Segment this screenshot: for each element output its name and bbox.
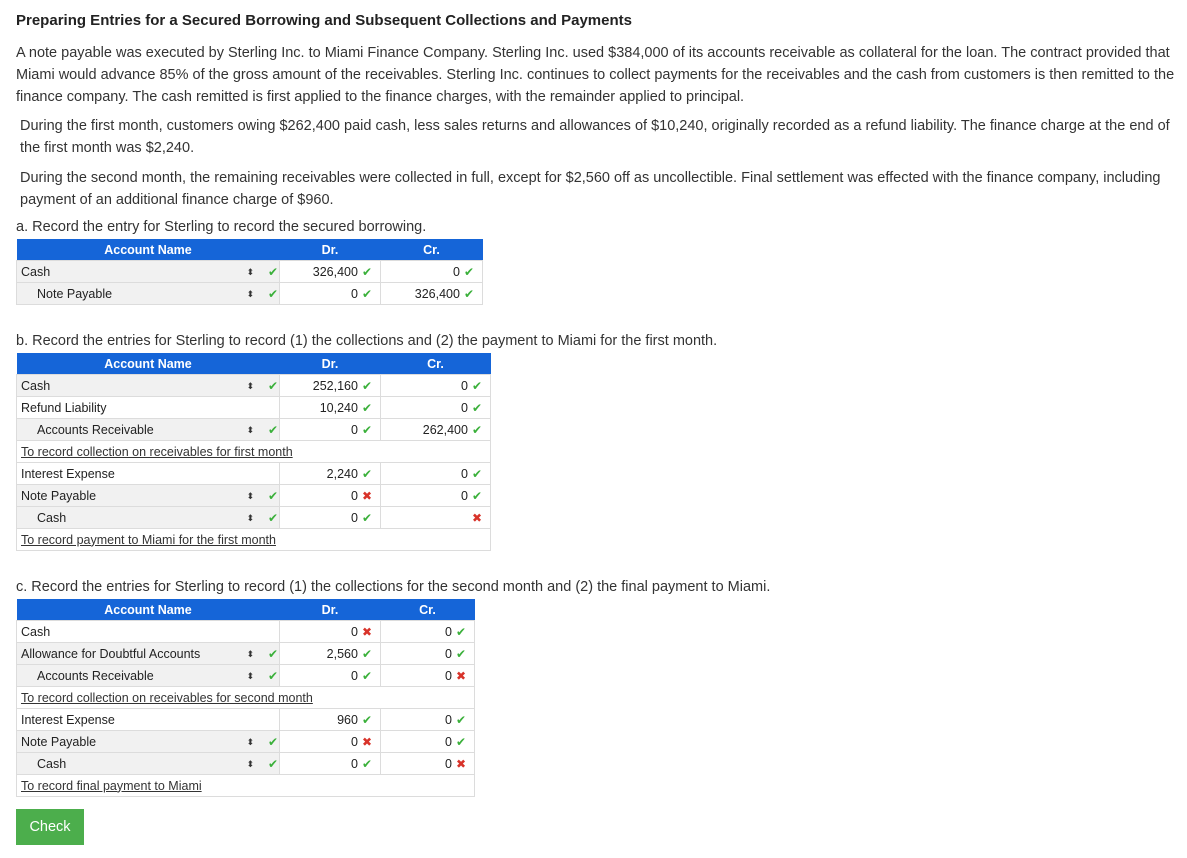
account-name-header: Account Name: [17, 599, 280, 621]
credit-header: Cr.: [381, 239, 483, 261]
account-select[interactable]: [17, 283, 243, 305]
check-icon: ✔: [361, 264, 372, 279]
select-arrows-icon[interactable]: ⬍: [246, 670, 255, 681]
check-icon: ✔: [471, 378, 482, 393]
cross-icon: ✖: [361, 734, 372, 749]
credit-input[interactable]: 0 ✔: [381, 485, 491, 507]
problem-paragraph-2: During the first month, customers owing $262,400 paid cash, less sales returns and allowances of $10,240, originally recorded as a refund liability. The finance charge at the end of the first month was $2,240.: [20, 118, 1170, 156]
debit-input[interactable]: 2,560 ✔: [280, 643, 381, 665]
check-icon: ✔: [455, 624, 466, 639]
account-name: Cash: [37, 756, 67, 771]
debit-input[interactable]: 0 ✖: [280, 485, 381, 507]
account-name: Accounts Receivable: [37, 668, 154, 683]
check-icon: ✔: [455, 712, 466, 727]
select-arrows-icon[interactable]: ⬍: [246, 648, 255, 659]
part-a-question: a. Record the entry for Sterling to record the secured borrowing.: [16, 219, 427, 235]
select-arrows-icon[interactable]: ⬍: [246, 380, 255, 391]
check-icon: ✔: [361, 712, 372, 727]
debit-input[interactable]: 0 ✖: [280, 731, 381, 753]
problem-paragraph-3: During the second month, the remaining receivables were collected in full, except for $2,560 off as uncollectible. Final settlement was effected with the finance company, including payment of an additional finance charge of $960.: [20, 170, 1161, 208]
table-row: [17, 709, 475, 731]
cross-icon: ✖: [455, 668, 466, 683]
table-row: [17, 463, 491, 485]
debit-header: Dr.: [280, 353, 381, 375]
debit-input[interactable]: 0 ✔: [280, 283, 381, 305]
table-row: [17, 261, 483, 283]
account-label: Interest Expense: [17, 463, 243, 485]
credit-input[interactable]: 326,400 ✔: [381, 283, 483, 305]
credit-input[interactable]: 0 ✔: [381, 397, 491, 419]
debit-header: Dr.: [280, 239, 381, 261]
credit-input[interactable]: 0 ✖: [381, 665, 475, 687]
account-select[interactable]: [17, 485, 243, 507]
cross-icon: ✖: [455, 756, 466, 771]
account-name: Note Payable: [37, 286, 113, 301]
credit-input[interactable]: 0 ✔: [381, 621, 475, 643]
credit-input[interactable]: 0 ✔: [381, 731, 475, 753]
check-icon: ✔: [361, 400, 372, 415]
account-select[interactable]: [17, 419, 243, 441]
table-row: [17, 485, 491, 507]
check-icon: ✔: [268, 734, 279, 749]
check-icon: ✔: [361, 378, 372, 393]
check-icon: ✔: [268, 646, 279, 661]
account-select[interactable]: [17, 731, 243, 753]
check-icon: ✔: [455, 646, 466, 661]
check-icon: ✔: [471, 488, 482, 503]
debit-input[interactable]: 10,240 ✔: [280, 397, 381, 419]
check-icon: ✔: [268, 422, 279, 437]
credit-header: Cr.: [381, 353, 491, 375]
check-icon: ✔: [268, 510, 279, 525]
account-select[interactable]: [17, 261, 243, 283]
credit-header: Cr.: [381, 599, 475, 621]
credit-input[interactable]: 0 ✖: [381, 753, 475, 775]
debit-input[interactable]: 326,400 ✔: [280, 261, 381, 283]
check-icon: ✔: [471, 400, 482, 415]
check-icon: ✔: [455, 734, 466, 749]
check-icon: ✔: [361, 422, 372, 437]
credit-input[interactable]: 262,400 ✔: [381, 419, 491, 441]
select-arrows-icon[interactable]: ⬍: [246, 266, 255, 277]
account-select[interactable]: [17, 753, 243, 775]
select-arrows-icon[interactable]: ⬍: [246, 512, 255, 523]
credit-input[interactable]: 0 ✔: [381, 463, 491, 485]
account-label: Refund Liability: [17, 397, 243, 419]
check-icon: ✔: [361, 668, 372, 683]
select-arrows-icon[interactable]: ⬍: [246, 758, 255, 769]
check-icon: ✔: [268, 488, 279, 503]
debit-input[interactable]: 0 ✔: [280, 419, 381, 441]
cross-icon: ✖: [471, 510, 482, 525]
credit-input[interactable]: 0 ✔: [381, 643, 475, 665]
select-arrows-icon[interactable]: ⬍: [246, 490, 255, 501]
account-select[interactable]: [17, 665, 243, 687]
check-button[interactable]: Check: [16, 809, 84, 845]
account-label: Interest Expense: [17, 709, 243, 731]
table-row: [17, 665, 475, 687]
memo-text: To record collection on receivables for second month: [21, 690, 313, 705]
account-select[interactable]: [17, 375, 243, 397]
account-name: Accounts Receivable: [37, 422, 154, 437]
part-b-journal-table: [16, 353, 491, 551]
check-icon: ✔: [268, 378, 279, 393]
memo-text: To record payment to Miami for the first month: [21, 532, 276, 547]
table-row: [17, 643, 475, 665]
page-title: Preparing Entries for a Secured Borrowing and Subsequent Collections and Payments: [16, 12, 632, 29]
part-c-journal-table: [16, 599, 475, 797]
problem-paragraph-1: A note payable was executed by Sterling Inc. to Miami Finance Company. Sterling Inc. used $384,000 of its accounts receivable as collateral for the loan. The contract provided that Miami would advance 85% of the gross amount of the receivables. Sterling Inc. continues to collect payments for the receivables and the cash from customers is then remitted to the finance company. The cash remitted is first applied to the finance charges, with the remainder applied to principal.: [16, 45, 1175, 105]
check-icon: ✔: [361, 646, 372, 661]
check-icon: ✔: [471, 466, 482, 481]
account-name: Cash: [21, 378, 51, 393]
part-b-question: b. Record the entries for Sterling to record (1) the collections and (2) the payment to Miami for the first month.: [16, 333, 718, 349]
debit-input[interactable]: 960 ✔: [280, 709, 381, 731]
account-name: Note Payable: [21, 488, 97, 503]
account-name-header: Account Name: [17, 353, 280, 375]
table-row: [17, 731, 475, 753]
credit-input[interactable]: 0 ✔: [381, 375, 491, 397]
debit-input[interactable]: 0 ✖: [280, 621, 381, 643]
debit-input[interactable]: 252,160 ✔: [280, 375, 381, 397]
check-icon: ✔: [361, 510, 372, 525]
select-arrows-icon[interactable]: ⬍: [246, 736, 255, 747]
credit-input[interactable]: [381, 507, 491, 529]
table-row: [17, 419, 491, 441]
check-icon: ✔: [361, 466, 372, 481]
table-row: [17, 621, 475, 643]
part-a-journal-table: [16, 239, 483, 305]
table-row: [17, 753, 475, 775]
account-select[interactable]: [17, 643, 243, 665]
cross-icon: ✖: [361, 488, 372, 503]
account-name: Cash: [21, 264, 51, 279]
account-name: Note Payable: [21, 734, 97, 749]
memo-text: To record final payment to Miami: [21, 778, 202, 793]
memo-text: To record collection on receivables for first month: [21, 444, 293, 459]
check-icon: ✔: [463, 264, 474, 279]
table-row: [17, 507, 491, 529]
select-arrows-icon[interactable]: ⬍: [246, 424, 255, 435]
check-icon: ✔: [268, 668, 279, 683]
credit-input[interactable]: 0 ✔: [381, 261, 483, 283]
check-icon: ✔: [268, 756, 279, 771]
check-icon: ✔: [463, 286, 474, 301]
select-arrows-icon[interactable]: ⬍: [246, 288, 255, 299]
account-label: Cash: [17, 621, 243, 643]
check-icon: ✔: [361, 756, 372, 771]
table-row: [17, 397, 491, 419]
debit-input[interactable]: 2,240 ✔: [280, 463, 381, 485]
check-icon: ✔: [471, 422, 482, 437]
debit-header: Dr.: [280, 599, 381, 621]
part-c-question: c. Record the entries for Sterling to record (1) the collections for the second month and (2) the final payment to Miami.: [16, 579, 771, 595]
credit-input[interactable]: 0 ✔: [381, 709, 475, 731]
account-name: Allowance for Doubtful Accounts: [21, 646, 201, 661]
debit-input[interactable]: 0 ✔: [280, 753, 381, 775]
account-name-header: Account Name: [17, 239, 280, 261]
check-icon: ✔: [361, 286, 372, 301]
check-icon: ✔: [268, 286, 279, 301]
account-select[interactable]: [17, 507, 243, 529]
account-name: Cash: [37, 510, 67, 525]
debit-input[interactable]: 0 ✔: [280, 665, 381, 687]
table-row: [17, 283, 483, 305]
check-icon: ✔: [268, 264, 279, 279]
table-row: [17, 375, 491, 397]
cross-icon: ✖: [361, 624, 372, 639]
debit-input[interactable]: 0 ✔: [280, 507, 381, 529]
